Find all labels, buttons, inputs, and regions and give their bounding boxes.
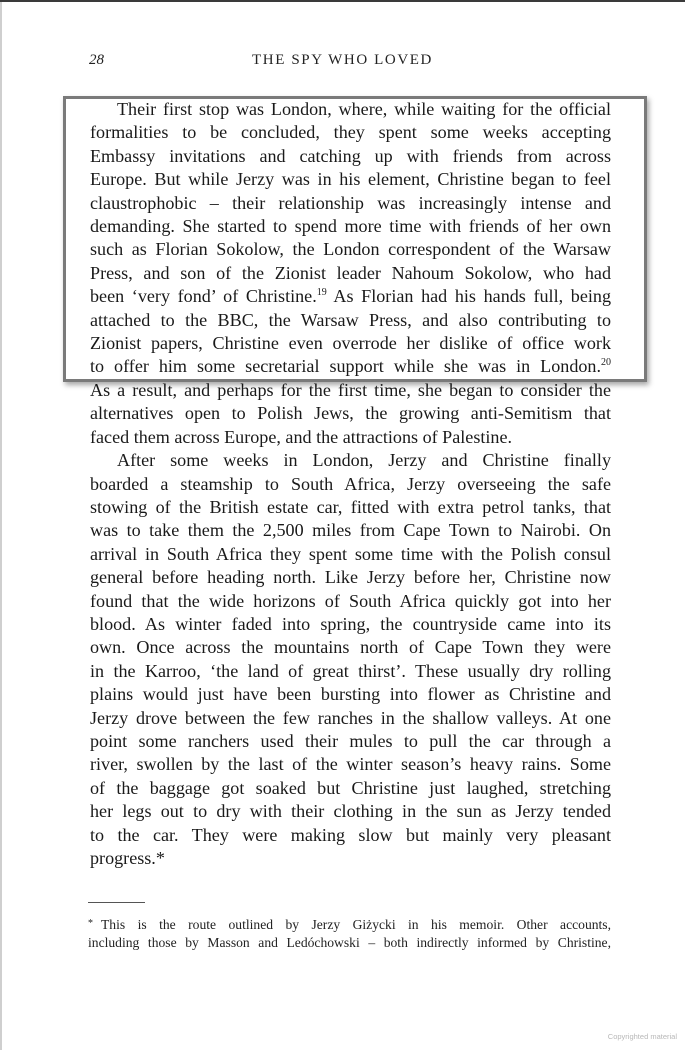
footnote-ref-19[interactable]: 19	[316, 287, 327, 299]
text-line: point some ranchers used their mules to pull the car through a	[90, 730, 611, 751]
selection-highlight-box[interactable]	[63, 96, 647, 382]
text-line: Zionist papers, Christine even overrode her dislike of office work	[90, 333, 611, 354]
text-line: progress.*	[90, 848, 165, 868]
text-line: Press, and son of the Zionist leader Nahoum Sokolow, who had	[90, 262, 611, 283]
text-line: general before heading north. Like Jerzy before her, Christine now	[90, 567, 611, 588]
text-line: Their first stop was London, where, while waiting for the official	[117, 99, 611, 119]
text-line: of the baggage got soaked but Christine just laughed, stretching	[90, 777, 611, 798]
text-line: in the Karroo, ‘the land of great thirst’. These usually dry rolling	[90, 660, 611, 681]
text-line: attached to the BBC, the Warsaw Press, and also contributing to	[90, 309, 611, 330]
text-line: claustrophobic – their relationship was increasingly intense and	[90, 192, 611, 213]
text-line: Europe. But while Jerzy was in his element, Christine began to feel	[90, 169, 611, 190]
text-line: faced them across Europe, and the attractions of Palestine.	[90, 426, 513, 447]
page-number: 28	[89, 52, 104, 68]
text-line: plains would just have been bursting into flower as Christine and	[90, 684, 611, 705]
text-fragment: to offer him some secretarial support while she was in London.	[90, 356, 601, 377]
running-title: THE SPY WHO LOVED	[252, 52, 433, 68]
left-border	[0, 2, 2, 1050]
text-fragment: As Florian had his hands full, being	[326, 286, 611, 307]
text-line: As a result, and perhaps for the first time, she began to consider the	[90, 379, 611, 400]
text-line: Embassy invitations and catching up with friends from across	[90, 145, 611, 166]
text-line: boarded a steamship to South Africa, Jerzy overseeing the safe	[90, 473, 611, 494]
text-line: demanding. She started to spend more time with friends of her own	[90, 216, 611, 237]
top-border	[0, 0, 685, 2]
text-line: to the car. They were making slow but mainly very pleasant	[90, 824, 611, 845]
text-line: After some weeks in London, Jerzy and Christine finally	[117, 450, 611, 471]
text-fragment: been ‘very fond’ of Christine.	[90, 286, 317, 307]
text-line: her legs out to dry with their clothing in the sun as Jerzy tended	[90, 801, 611, 822]
footnote-line	[88, 915, 611, 934]
footnote-divider	[88, 902, 145, 903]
text-line: alternatives open to Polish Jews, the growing anti-Semitism that	[90, 403, 611, 424]
text-fragment: This is the route outlined by Jerzy Giżycki in his memoir. Other accounts,	[101, 917, 611, 932]
footnote-ref-20[interactable]: 20	[601, 357, 611, 369]
footnote-line: including those by Masson and Ledóchowski – both indirectly informed by Christine,	[88, 934, 611, 950]
text-line: found that the wide horizons of South Africa quickly got into her	[90, 590, 611, 611]
text-line: own. Once across the mountains north of Cape Town they were	[90, 637, 611, 658]
footnote-marker: *	[88, 918, 93, 929]
copyright-watermark: Copyrighted material	[607, 1032, 677, 1041]
footnote	[88, 915, 611, 951]
paragraph-2	[90, 449, 611, 870]
text-line: blood. As winter faded into spring, the countryside came into its	[90, 613, 611, 634]
text-line: formalities to be concluded, they spent some weeks accepting	[90, 122, 611, 143]
text-line: arrival in South Africa they spent some time with the Polish consul	[90, 543, 611, 564]
text-line: stowing of the British estate car, fitted with extra petrol tanks, that	[90, 496, 611, 517]
text-line: river, swollen by the last of the winter season’s heavy rains. Some	[90, 754, 611, 775]
text-line: such as Florian Sokolow, the London correspondent of the Warsaw	[90, 239, 611, 260]
text-line: Jerzy drove between the few ranches in the shallow valleys. At one	[90, 707, 611, 728]
text-line: was to take them the 2,500 miles from Cape Town to Nairobi. On	[90, 520, 611, 541]
